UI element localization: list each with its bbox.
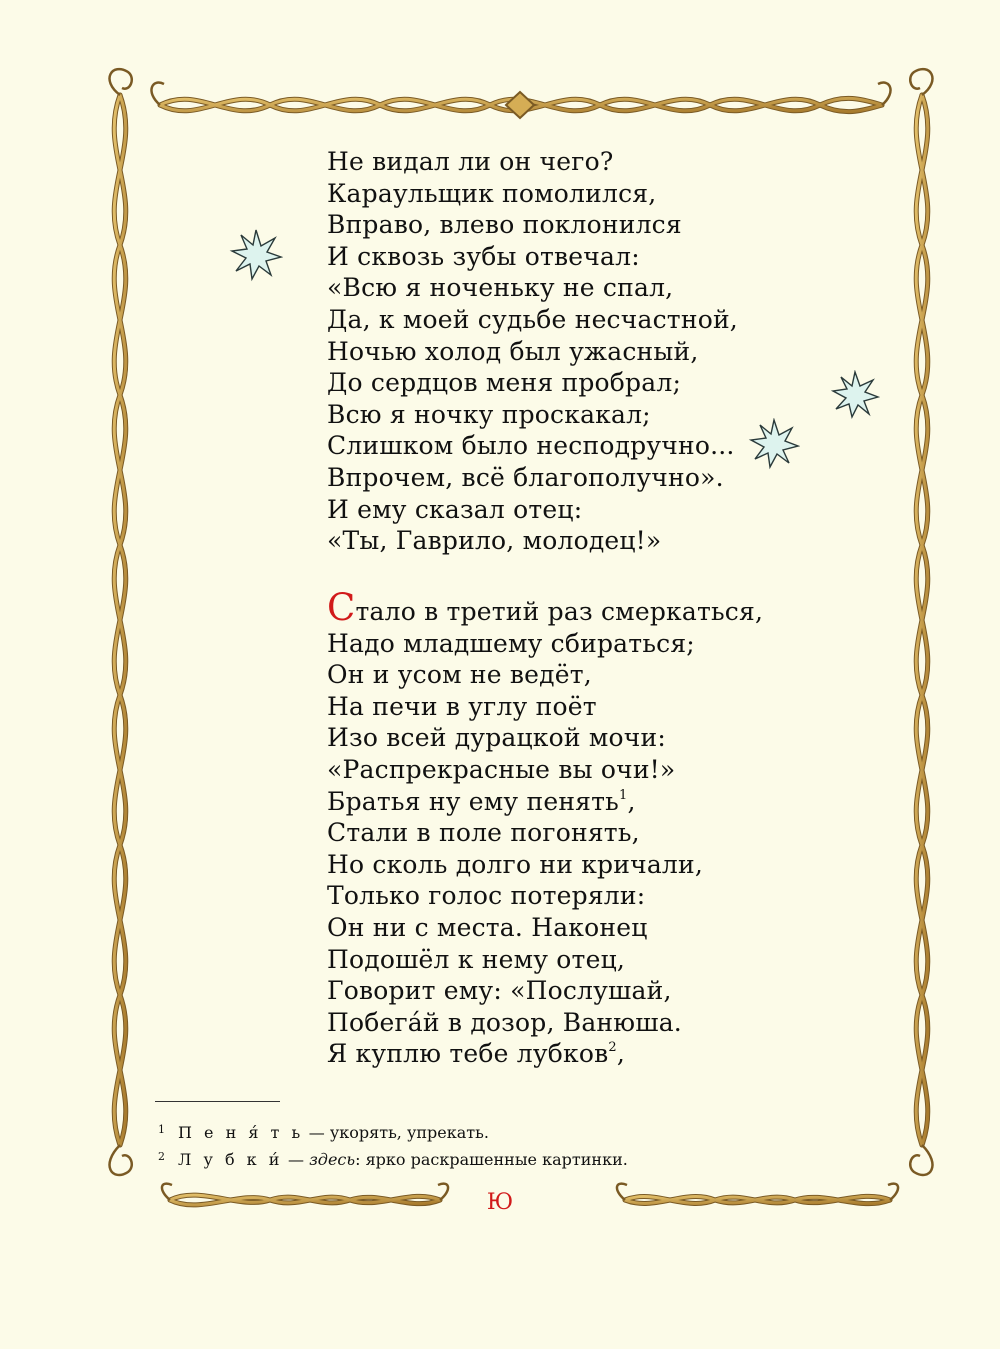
drop-cap: С [327, 586, 356, 629]
poem-line: Он и усом не ведёт, [327, 660, 592, 690]
star-icon [830, 370, 880, 420]
stanza-2 [327, 586, 797, 1070]
poem-line: Надо младшему сбираться; [327, 628, 695, 658]
poem-line [327, 786, 797, 818]
poem-line: Не видал ли он чего? [327, 147, 614, 176]
poem-line: Ночью холод был ужасный, [327, 336, 699, 366]
poem-line [327, 586, 797, 629]
poem-line-text: тало в третий раз смеркаться, [355, 597, 764, 626]
footnote: 1 П е н я́ т ь — укорять, упрекать. [158, 1123, 489, 1142]
poem-line-text: Братья ну ему пенять [327, 786, 619, 816]
stanza-1 [327, 146, 797, 557]
footnote-text: : ярко раскрашенные картинки. [355, 1150, 628, 1169]
poem-line: Говорит ему: «Послушай, [327, 976, 672, 1006]
page-number: Ю [486, 1190, 514, 1215]
poem-line: Да, к моей судьбе несчастной, [327, 304, 738, 334]
poem-line: Впрочем, всё благополучно». [327, 462, 724, 492]
footnote-italic: здесь [309, 1150, 356, 1169]
poem-line: И ему сказал отец: [327, 494, 583, 524]
poem-line: Стали в поле погонять, [327, 818, 640, 848]
footnote-divider [155, 1101, 280, 1102]
poem-line: До сердцов меня пробрал; [327, 368, 682, 398]
footnote: 2 Л у б к и́ — здесь: ярко раскрашенные картинки. [158, 1150, 628, 1169]
footnote-separator: — [303, 1123, 330, 1142]
poem-line: Слишком было неcподручно... [327, 431, 735, 461]
punctuation: , [616, 1039, 625, 1069]
footnote-term: Л у б к и́ [178, 1150, 283, 1169]
poem-line: Вправо, влево поклонился [327, 210, 682, 240]
poem-line: На печи в углу поёт [327, 691, 597, 721]
poem-line: Караульщик помолился, [327, 178, 657, 208]
footnote-ref: 2 [608, 1040, 617, 1056]
poem-line: Но сколь долго ни кричали, [327, 849, 704, 879]
poem-line: Изо всей дурацкой мочи: [327, 723, 666, 753]
footnote-term: П е н я́ т ь [178, 1123, 304, 1142]
footnote-separator: — [282, 1150, 310, 1169]
punctuation: , [627, 786, 636, 816]
poem-line: Всю я ночку проскакал; [327, 399, 651, 429]
poem-line: Он ни с места. Наконец [327, 912, 648, 942]
poem-line: И сквозь зубы отвечал: [327, 241, 640, 271]
footnote-ref: 1 [619, 787, 628, 803]
footnote-text: укорять, упрекать. [329, 1123, 489, 1142]
poem-line: «Ты, Гаврило, молодец!» [327, 526, 662, 556]
poem-line: Побега́й в дозор, Ванюша. [327, 1007, 682, 1037]
poem-line [327, 1038, 797, 1070]
footnotes [158, 1119, 718, 1173]
poem-line-text: Я куплю тебе лубков [327, 1039, 609, 1069]
poem-line: «Распрекрасные вы очи!» [327, 754, 676, 784]
poem-line: Подошёл к нему отец, [327, 944, 625, 974]
star-icon [229, 228, 283, 282]
poem-line: «Всю я ноченьку не спал, [327, 273, 674, 303]
poem-line: Только голос потеряли: [327, 881, 646, 911]
